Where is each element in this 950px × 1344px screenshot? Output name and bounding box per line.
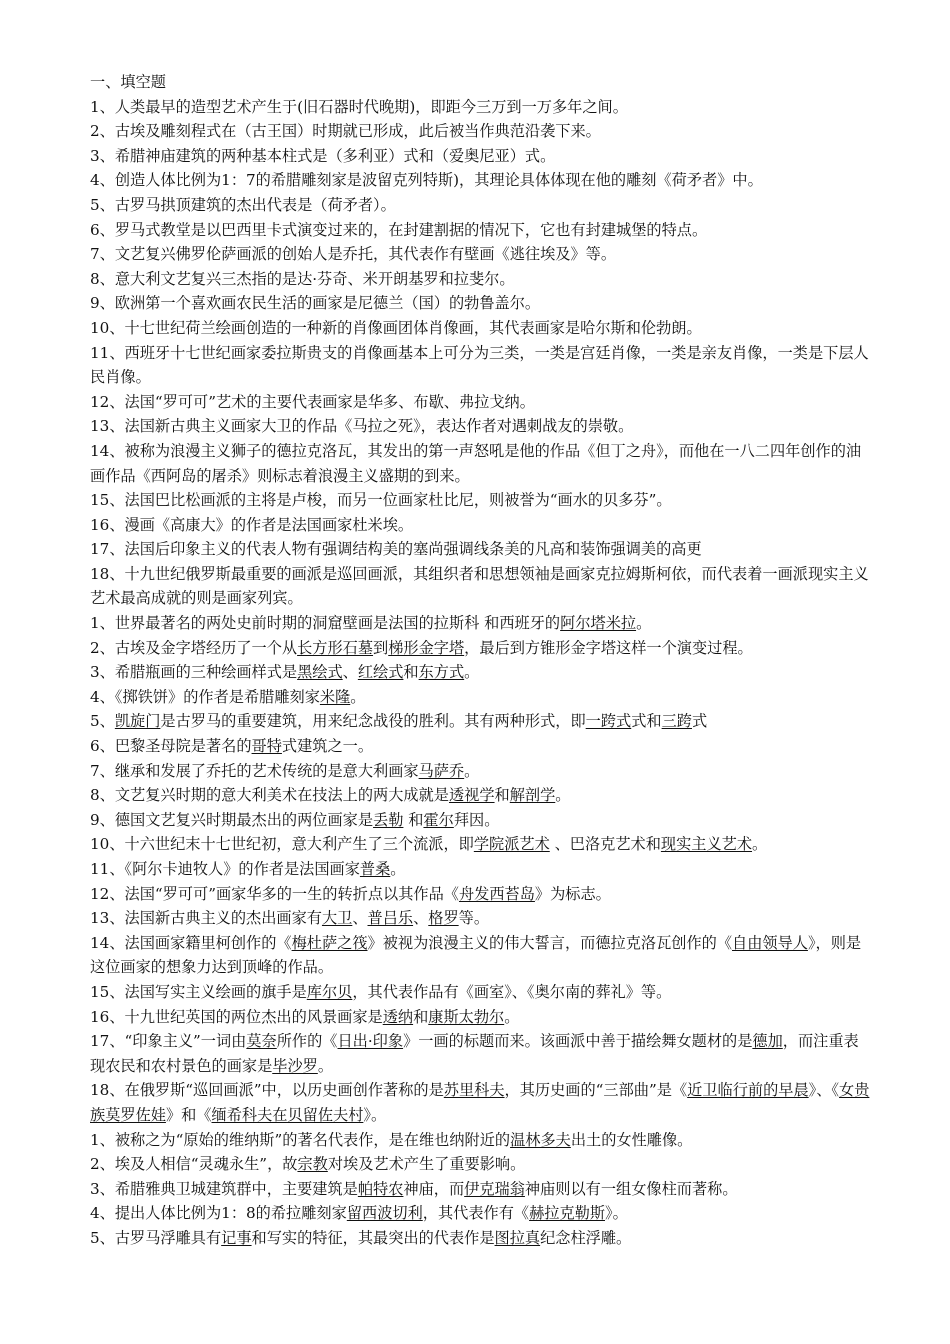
question-text: 》被视为浪漫主义的伟大誓言，而德拉克洛瓦创作的《 <box>367 933 733 952</box>
question-text: 10、十七世纪荷兰绘画创造的一种新的肖像画团体肖像画，其代表画家是哈尔斯和伦勃朗。 <box>90 318 702 337</box>
question-text: 拜因。 <box>453 810 500 829</box>
question-text: 》、《 <box>808 1081 840 1100</box>
question-text: 。 <box>752 835 768 854</box>
answer-text: 三跨 <box>661 712 692 731</box>
question-text: 》。 <box>605 1204 628 1223</box>
question-item <box>90 882 870 907</box>
question-item <box>90 119 870 144</box>
question-text: 5、古罗马拱顶建筑的杰出代表是（荷矛者）。 <box>90 195 396 214</box>
question-item <box>90 168 870 193</box>
question-text: ，其历史画的“三部曲”是《 <box>504 1081 688 1100</box>
section-heading: 一、填空题 <box>90 73 166 91</box>
question-text: 到 <box>373 638 389 657</box>
answer-text: 马萨乔 <box>418 761 465 780</box>
question-text: 。 <box>555 786 571 805</box>
question-text: 16、十九世纪英国的两位杰出的风景画家是 <box>90 1007 383 1026</box>
answer-text: 图拉真 <box>494 1228 541 1247</box>
question-text: 所作的《 <box>276 1032 338 1051</box>
question-item <box>90 218 870 243</box>
answer-text: 记事 <box>221 1228 252 1247</box>
question-text: 》一画的标题而来。该画派中善于描绘舞女题材的是 <box>403 1032 753 1051</box>
question-text: 4、《掷铁饼》的作者是希腊雕刻家 <box>90 687 320 706</box>
question-text: 7、继承和发展了乔托的艺术传统的是意大利画家 <box>90 761 419 780</box>
question-item <box>90 832 870 857</box>
question-item <box>90 1201 870 1226</box>
answer-text: 凯旋门 <box>114 712 161 731</box>
document-body <box>90 70 870 1251</box>
question-text: ，而注重表现农民和农村景色的画家是 <box>90 1032 859 1075</box>
question-item <box>90 1029 870 1078</box>
question-text: 、 <box>342 663 358 682</box>
answer-text: 格罗 <box>428 909 459 928</box>
answer-text: 长方形石墓 <box>297 638 374 657</box>
question-item <box>90 537 870 562</box>
question-item <box>90 611 870 636</box>
question-item <box>90 144 870 169</box>
question-text: 神庙则以有一组女像柱而著称。 <box>524 1179 738 1198</box>
question-text: 。 <box>350 687 366 706</box>
answer-text: 红绘式 <box>357 663 404 682</box>
answer-text: 宗教 <box>297 1155 328 1174</box>
question-item <box>90 291 870 316</box>
question-text: 。 <box>390 860 406 878</box>
question-text: 、巴洛克艺术和 <box>549 835 661 854</box>
question-text: 13、法国新古典主义的杰出画家有 <box>90 909 322 928</box>
answer-text: 康斯太勃尔 <box>428 1007 505 1026</box>
question-text: 12、法国“罗可可”画家华多的一生的转折点以其作品《 <box>90 884 459 903</box>
question-item <box>90 857 870 882</box>
question-text: 和 <box>494 786 510 805</box>
answer-text: 近卫临行前的早晨 <box>687 1081 809 1100</box>
question-text: 9、欧洲第一个喜欢画农民生活的画家是尼德兰（国）的勃鲁盖尔。 <box>90 294 541 313</box>
answer-text: 莫奈 <box>246 1032 277 1051</box>
question-text: 是古罗马的重要建筑，用来纪念战役的胜利。其有两种形式，即 <box>160 712 586 731</box>
answer-text: 解剖学 <box>509 786 556 805</box>
question-text: 、 <box>413 909 429 928</box>
question-text: 5、古罗马浮雕具有 <box>90 1228 222 1247</box>
question-item <box>90 95 870 120</box>
question-item <box>90 906 870 931</box>
question-item <box>90 734 870 759</box>
answer-text: 黑绘式 <box>297 663 343 682</box>
answer-text: 透纳 <box>382 1007 414 1026</box>
answer-text: 一跨式 <box>585 712 632 731</box>
question-text: 》和《 <box>165 1105 212 1124</box>
question-item <box>90 242 870 267</box>
answer-text: 大卫 <box>321 909 353 928</box>
question-text: 8、意大利文艺复兴三杰指的是达·芬奇、米开朗基罗和拉斐尔。 <box>90 269 515 288</box>
question-text: 13、法国新古典主义画家大卫的作品《马拉之死》，表达作者对遇刺战友的崇敬。 <box>90 417 634 436</box>
question-item <box>90 390 870 415</box>
question-item <box>90 660 870 685</box>
answer-text: 普吕乐 <box>367 909 414 928</box>
question-text: 和写实的特征，其最突出的代表作是 <box>251 1228 495 1247</box>
question-text: 。 <box>504 1007 520 1026</box>
question-text: 15、法国写实主义绘画的旗手是 <box>90 982 307 1001</box>
answer-text: 德加 <box>752 1032 783 1051</box>
answer-text: 丢勒 <box>373 810 404 829</box>
question-item <box>90 414 870 439</box>
question-text: 3、希腊瓶画的三种绘画样式是 <box>90 663 298 682</box>
question-text: 1、人类最早的造型艺术产生于(旧石器时代晚期)，即距今三万到一万多年之间。 <box>90 97 628 116</box>
question-text: 14、法国画家籍里柯创作的《 <box>90 933 292 952</box>
question-text: 2、古埃及雕刻程式在（古王国）时期就已形成，此后被当作典范沿袭下来。 <box>90 122 601 141</box>
question-text: ，最后到方锥形金字塔这样一个演变过程。 <box>464 638 753 657</box>
question-item <box>90 267 870 292</box>
question-item <box>90 1226 870 1251</box>
answer-text: 毕沙罗 <box>272 1056 318 1075</box>
question-text: 》。 <box>363 1105 387 1124</box>
answer-text: 苏里科夫 <box>443 1081 505 1100</box>
question-item <box>90 783 870 808</box>
question-text: 对埃及艺术产生了重要影响。 <box>327 1155 526 1174</box>
answer-text: 霍尔 <box>423 810 454 829</box>
question-item <box>90 1005 870 1030</box>
question-text: 7、文艺复兴佛罗伦萨画派的创始人是乔托，其代表作有壁画《逃往埃及》等。 <box>90 245 617 264</box>
question-text: 4、提出人体比例为1：8的希拉雕刻家 <box>90 1204 347 1223</box>
question-item <box>90 193 870 218</box>
question-text: 、 <box>352 909 368 928</box>
answer-text: 缅希科夫在贝留佐夫村 <box>211 1105 364 1124</box>
question-text: 18、在俄罗斯“巡回画派”中，以历史画创作著称的是 <box>90 1081 444 1100</box>
question-text: 17、法国后印象主义的代表人物有强调结构美的塞尚强调线条美的凡高和装饰强调美的高更 <box>90 540 702 559</box>
answer-text: 温林多夫 <box>510 1130 571 1149</box>
question-text: 12、法国“罗可可”艺术的主要代表画家是华多、布歇、弗拉戈纳。 <box>90 392 535 411</box>
question-item <box>90 341 870 390</box>
question-text: 和 <box>403 810 424 829</box>
answer-text: 学院派艺术 <box>473 835 550 854</box>
answer-text: 透视学 <box>448 786 495 805</box>
answer-text: 普桑 <box>359 860 391 878</box>
question-item <box>90 709 870 734</box>
question-text: 3、希腊雅典卫城建筑群中，主要建筑是 <box>90 1179 358 1198</box>
question-text: 》为标志。 <box>534 884 611 903</box>
question-text: 》，则是这位画家的想象力达到顶峰的作品。 <box>90 933 862 977</box>
question-item <box>90 931 870 980</box>
question-item <box>90 759 870 784</box>
answer-text: 伊克瑞翁 <box>464 1179 525 1198</box>
question-text: 式建筑之一。 <box>281 737 374 756</box>
question-text: ，其代表作品有《画室》、《奥尔南的葬礼》等。 <box>352 982 672 1001</box>
answer-text: 留西波切利 <box>346 1204 423 1223</box>
answer-text: 舟发西苔岛 <box>458 884 535 903</box>
question-text: 16、漫画《高康大》的作者是法国画家杜米埃。 <box>90 515 414 534</box>
question-text: 纪念柱浮雕。 <box>540 1228 632 1247</box>
question-item <box>90 513 870 538</box>
question-text: 18、十九世纪俄罗斯最重要的画派是巡回画派，其组织者和思想领袖是画家克拉姆斯柯依，而代表着一画派现实主义艺术最高成就的则是画家列宾。 <box>90 564 869 608</box>
question-text: 式 <box>691 712 708 731</box>
question-text: 17、“印象主义”一词由 <box>90 1032 247 1051</box>
question-item <box>90 1177 870 1202</box>
question-text: 。 <box>464 761 480 780</box>
question-text: ，其代表作有《 <box>422 1204 530 1223</box>
question-item <box>90 808 870 833</box>
question-item <box>90 439 870 488</box>
answer-text: 女贵族莫罗佐娃 <box>90 1081 870 1124</box>
question-text: 6、罗马式教堂是以巴西里卡式演变过来的，在封建割据的情况下，它也有封建城堡的特点。 <box>90 220 708 239</box>
question-text: 11、《阿尔卡迪牧人》的作者是法国画家 <box>90 860 360 878</box>
answer-text: 阿尔塔米拉 <box>560 614 637 633</box>
answer-text: 帕特农 <box>357 1179 404 1198</box>
question-text: 10、十六世纪末十七世纪初，意大利产生了三个流派，即 <box>90 835 474 854</box>
question-text: 式和 <box>631 712 662 731</box>
question-text: 11、西班牙十七世纪画家委拉斯贵支的肖像画基本上可分为三类，一类是宫廷肖像，一类是亲友肖像，一类是下层人民肖像。 <box>90 343 869 387</box>
question-text: 出土的女性雕像。 <box>570 1130 693 1149</box>
question-text: 和 <box>403 663 419 682</box>
answer-text: 日出·印象 <box>337 1032 404 1051</box>
question-text: 1、被称之为“原始的维纳斯”的著名代表作，是在维也纳附近的 <box>90 1130 511 1149</box>
question-text: 4、创造人体比例为1：7的希腊雕刻家是波留克列特斯)，其理论具体体现在他的雕刻《荷矛者》中。 <box>90 171 763 190</box>
question-text: 和 <box>413 1007 429 1026</box>
answer-text: 库尔贝 <box>306 982 353 1001</box>
answer-text: 东方式 <box>418 663 465 682</box>
answer-text: 梅杜萨之筏 <box>291 933 368 952</box>
question-text: 6、巴黎圣母院是著名的 <box>90 737 252 756</box>
answer-text: 自由领导人 <box>732 933 808 952</box>
question-text: 。 <box>636 614 652 633</box>
question-text: 15、法国巴比松画派的主将是卢梭，而另一位画家杜比尼，则被誉为“画水的贝多芬”。 <box>90 491 672 510</box>
question-item <box>90 1152 870 1177</box>
question-text: 5、 <box>90 712 115 731</box>
question-text: 14、被称为浪漫主义狮子的德拉克洛瓦，其发出的第一声怒吼是他的作品《但丁之舟》，而他在一八二四年创作的油画作品《西阿岛的屠杀》则标志着浪漫主义盛期的到来。 <box>90 441 862 485</box>
question-item <box>90 1078 870 1127</box>
question-item <box>90 980 870 1005</box>
question-text: 1、世界最著名的两处史前时期的洞窟壁画是法国的拉斯科 和西班牙的 <box>90 614 561 633</box>
question-text: 等。 <box>458 909 490 928</box>
answer-text: 现实主义艺术 <box>660 835 753 854</box>
question-text: 2、古埃及金字塔经历了一个从 <box>90 638 298 657</box>
answer-text: 米隆 <box>319 687 351 706</box>
question-text: 8、文艺复兴时期的意大利美术在技法上的两大成就是 <box>90 786 449 805</box>
question-item <box>90 685 870 710</box>
question-item <box>90 316 870 341</box>
question-item <box>90 488 870 513</box>
question-text: 2、埃及人相信“灵魂永生”，故 <box>90 1155 298 1174</box>
answer-text: 赫拉克勒斯 <box>529 1204 605 1223</box>
question-text: 。 <box>317 1056 333 1075</box>
question-text: 。 <box>464 663 480 682</box>
question-item <box>90 636 870 661</box>
answer-text: 梯形金字塔 <box>388 638 465 657</box>
question-text: 3、希腊神庙建筑的两种基本柱式是（多利亚）式和（爱奥尼亚）式。 <box>90 146 556 165</box>
question-item <box>90 1128 870 1153</box>
question-list <box>90 95 870 1251</box>
question-text: 神庙，而 <box>403 1179 465 1198</box>
question-item <box>90 562 870 611</box>
answer-text: 哥特 <box>251 737 282 756</box>
question-text: 9、德国文艺复兴时期最杰出的两位画家是 <box>90 810 374 829</box>
